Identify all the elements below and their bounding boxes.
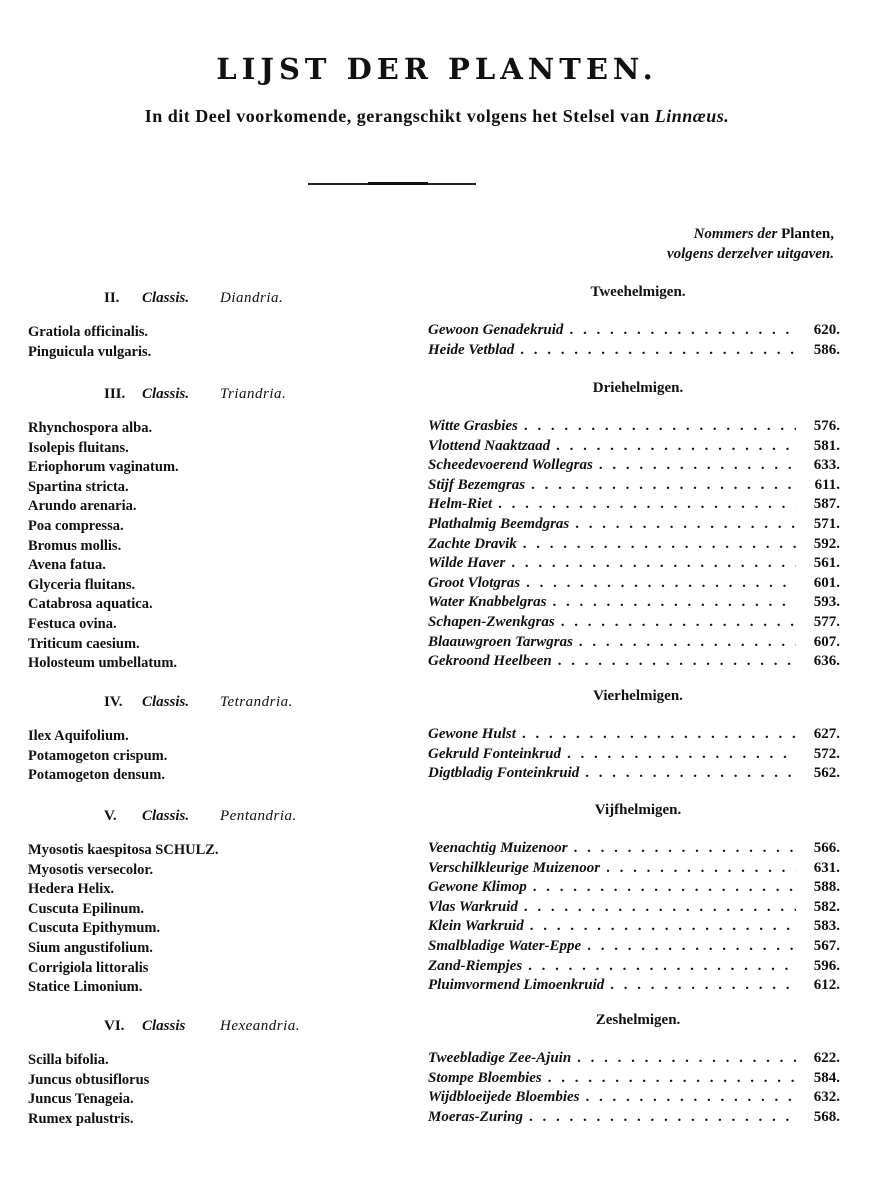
- column-header: [667, 224, 834, 264]
- group-heading: Zeshelmigen.: [595, 1012, 681, 1028]
- latin-plant-name: Potamogeton crispum.: [28, 747, 168, 764]
- plant-number: 562.: [813, 765, 840, 782]
- plant-number: 636.: [813, 653, 840, 670]
- class-heading: [104, 808, 297, 825]
- leader-dots: [606, 860, 796, 877]
- class-heading: [104, 694, 293, 711]
- class-name: Diandria.: [220, 290, 284, 306]
- dutch-entry: [428, 496, 840, 516]
- latin-plant-name: Juncus obtusiflorus: [28, 1071, 150, 1088]
- leader-dots: [558, 653, 796, 670]
- latin-plant-name: Hedera Helix.: [28, 881, 115, 898]
- plant-number: 620.: [813, 322, 840, 338]
- dutch-entry: [428, 1070, 840, 1090]
- plant-number: 582.: [813, 898, 840, 915]
- plant-number: 572.: [813, 745, 840, 762]
- dutch-entry: [428, 342, 840, 362]
- dutch-plant-name: Gewone Hulst: [428, 726, 516, 742]
- class-number: V.: [104, 808, 117, 824]
- column-header-line1-plain: Planten,: [781, 226, 834, 242]
- latin-plant-name: Bromus mollis.: [28, 537, 122, 554]
- plant-number: 567.: [813, 938, 840, 954]
- dutch-entry: [428, 918, 840, 938]
- dutch-entry: [428, 555, 840, 575]
- leader-dots: [574, 840, 796, 857]
- class-number: II.: [104, 290, 120, 306]
- latin-plant-name: Cuscuta Epithymum.: [28, 920, 161, 937]
- leader-dots: [577, 1050, 796, 1067]
- leader-dots: [531, 477, 796, 494]
- dutch-plant-name: Pluimvormend Limoenkruid: [428, 977, 605, 994]
- leader-dots: [552, 594, 796, 611]
- dutch-entry: [428, 457, 840, 477]
- latin-plant-name: Juncus Tenageia.: [28, 1091, 134, 1108]
- dutch-plant-name: Helm-Riet: [428, 496, 493, 513]
- dutch-entry: [428, 1050, 840, 1070]
- plant-number: 581.: [813, 437, 840, 454]
- dutch-plant-name: Witte Grasbies: [428, 418, 518, 434]
- latin-plant-name: Myosotis versecolor.: [28, 861, 154, 878]
- dutch-entry: [428, 536, 840, 556]
- latin-plant-name: Ilex Aquifolium.: [28, 728, 129, 744]
- dutch-entry: [428, 477, 840, 497]
- latin-plant-name: Myosotis kaespitosa SCHULZ.: [28, 842, 219, 858]
- leader-dots: [511, 555, 796, 572]
- dutch-plant-name: Verschilkleurige Muizenoor: [428, 859, 601, 876]
- page-title: LIJST DER PLANTEN.: [216, 52, 658, 86]
- plant-number: 571.: [813, 516, 840, 532]
- latin-plant-name: Isolepis fluitans.: [28, 439, 129, 456]
- leader-dots: [586, 1089, 796, 1106]
- class-word: Classis: [142, 1018, 186, 1034]
- latin-plant-name: Festuca ovina.: [28, 616, 117, 632]
- leader-dots: [530, 918, 796, 935]
- group-heading: Vijfhelmigen.: [594, 802, 682, 818]
- title-divider: [308, 183, 476, 185]
- plant-number: 601.: [813, 574, 840, 591]
- dutch-plant-name: Water Knabbelgras: [428, 594, 547, 611]
- column-header-line1-italic: Nommers der: [693, 226, 778, 242]
- dutch-entry: [428, 958, 840, 978]
- dutch-plant-name: Gewone Klimop: [428, 879, 527, 896]
- dutch-entry: [428, 418, 840, 438]
- class-heading: [104, 386, 286, 403]
- dutch-plant-name: Tweebladige Zee-Ajuin: [428, 1050, 572, 1066]
- class-name: Pentandria.: [220, 808, 297, 824]
- dutch-entry: [428, 765, 840, 785]
- dutch-plant-name: Klein Warkruid: [428, 918, 524, 935]
- plant-number: 592.: [813, 535, 840, 552]
- dutch-entry: [428, 438, 840, 458]
- dutch-plant-name: Veenachtig Muizenoor: [428, 840, 568, 856]
- dutch-entry: [428, 575, 840, 595]
- leader-dots: [575, 516, 796, 533]
- latin-plant-name: Rhynchospora alba.: [28, 420, 153, 436]
- plant-number: 583.: [813, 918, 840, 935]
- dutch-plant-name: Gekroond Heelbeen: [428, 653, 552, 670]
- latin-plant-name: Arundo arenaria.: [28, 498, 137, 515]
- latin-plant-name: Poa compressa.: [28, 518, 124, 534]
- dutch-plant-name: Zachte Dravik: [428, 535, 517, 552]
- class-name: Tetrandria.: [220, 694, 293, 710]
- plant-number: 587.: [813, 496, 840, 513]
- latin-plant-name: Sium angustifolium.: [28, 940, 153, 956]
- dutch-entry: [428, 653, 840, 673]
- plant-number: 633.: [813, 457, 840, 474]
- dutch-entry: [428, 614, 840, 634]
- plant-number: 577.: [813, 614, 840, 630]
- class-heading: [104, 290, 283, 307]
- dutch-plant-name: Moeras-Zuring: [428, 1108, 524, 1125]
- latin-plant-name: Corrigiola littoralis: [28, 959, 149, 976]
- leader-dots: [548, 1070, 796, 1087]
- leader-dots: [561, 614, 796, 631]
- plant-number: 596.: [813, 957, 840, 974]
- dutch-entry: [428, 977, 840, 997]
- class-name: Triandria.: [220, 386, 287, 402]
- latin-plant-name: Statice Limonium.: [28, 979, 143, 996]
- leader-dots: [529, 1109, 796, 1126]
- column-header-line2: volgens derzelver uitgaven.: [666, 246, 834, 262]
- dutch-plant-name: Smalbladige Water-Eppe: [428, 938, 582, 954]
- leader-dots: [599, 457, 796, 474]
- plant-number: 632.: [813, 1089, 840, 1106]
- dutch-plant-name: Gewoon Genadekruid: [428, 322, 564, 338]
- leader-dots: [556, 438, 796, 455]
- leader-dots: [569, 322, 796, 339]
- latin-plant-name: Rumex palustris.: [28, 1110, 134, 1127]
- plant-number: 586.: [813, 341, 840, 358]
- class-word: Classis.: [142, 694, 190, 710]
- class-word: Classis.: [142, 808, 190, 824]
- leader-dots: [587, 938, 796, 955]
- dutch-entry: [428, 938, 840, 958]
- plant-number: 576.: [813, 418, 840, 434]
- plant-number: 611.: [814, 476, 840, 493]
- dutch-plant-name: Wilde Haver: [428, 555, 506, 572]
- dutch-plant-name: Vlas Warkruid: [428, 898, 518, 915]
- dutch-plant-name: Stompe Bloembies: [428, 1069, 542, 1086]
- leader-dots: [567, 746, 796, 763]
- dutch-plant-name: Digtbladig Fonteinkruid: [428, 765, 580, 782]
- dutch-entry: [428, 840, 840, 860]
- dutch-entry: [428, 879, 840, 899]
- leader-dots: [610, 977, 796, 994]
- dutch-plant-name: Scheedevoerend Wollegras: [428, 457, 593, 474]
- plant-number: 568.: [813, 1108, 840, 1125]
- leader-dots: [498, 496, 796, 513]
- dutch-entry: [428, 594, 840, 614]
- subtitle-text: In dit Deel voorkomende, gerangschikt volgens het Stelsel van: [144, 106, 650, 126]
- latin-plant-name: Pinguicula vulgaris.: [28, 343, 152, 360]
- group-heading: Vierhelmigen.: [593, 688, 683, 704]
- leader-dots: [522, 726, 796, 743]
- latin-plant-name: Spartina stricta.: [28, 478, 129, 495]
- plant-number: 584.: [813, 1069, 840, 1086]
- latin-plant-name: Gratiola officinalis.: [28, 324, 149, 340]
- leader-dots: [520, 342, 796, 359]
- latin-plant-name: Potamogeton densum.: [28, 767, 165, 784]
- dutch-plant-name: Groot Vlotgras: [428, 574, 521, 591]
- class-number: IV.: [104, 694, 123, 710]
- leader-dots: [579, 634, 796, 651]
- class-word: Classis.: [142, 290, 190, 306]
- dutch-plant-name: Plathalmig Beemdgras: [428, 516, 570, 532]
- plant-number: 593.: [813, 594, 840, 611]
- plant-number: 631.: [813, 859, 840, 876]
- group-heading: Tweehelmigen.: [590, 284, 686, 300]
- latin-plant-name: Holosteum umbellatum.: [28, 655, 178, 672]
- dutch-entry: [428, 1109, 840, 1129]
- plant-number: 561.: [813, 555, 840, 572]
- dutch-entry: [428, 746, 840, 766]
- plant-number: 588.: [813, 879, 840, 896]
- subtitle-author: Linnæus.: [654, 106, 730, 126]
- dutch-plant-name: Stijf Bezemgras: [428, 476, 526, 493]
- dutch-plant-name: Blaauwgroen Tarwgras: [428, 633, 573, 650]
- dutch-plant-name: Zand-Riempjes: [428, 957, 523, 974]
- class-name: Hexeandria.: [220, 1018, 301, 1034]
- dutch-plant-name: Wijdbloeijede Bloembies: [428, 1089, 580, 1106]
- dutch-entry: [428, 899, 840, 919]
- group-heading: Driehelmigen.: [592, 380, 684, 396]
- leader-dots: [528, 958, 796, 975]
- latin-plant-name: Triticum caesium.: [28, 635, 140, 652]
- latin-plant-name: Catabrosa aquatica.: [28, 596, 153, 613]
- dutch-plant-name: Vlottend Naaktzaad: [428, 437, 551, 454]
- leader-dots: [524, 418, 796, 435]
- dutch-entry: [428, 634, 840, 654]
- dutch-entry: [428, 1089, 840, 1109]
- plant-number: 566.: [813, 840, 840, 856]
- plant-number: 607.: [813, 633, 840, 650]
- latin-plant-name: Cuscuta Epilinum.: [28, 900, 145, 917]
- plant-number: 622.: [813, 1050, 840, 1066]
- leader-dots: [524, 899, 796, 916]
- dutch-plant-name: Schapen-Zwenkgras: [428, 614, 555, 630]
- class-word: Classis.: [142, 386, 190, 402]
- dutch-entry: [428, 726, 840, 746]
- dutch-plant-name: Heide Vetblad: [428, 341, 515, 358]
- class-number: III.: [104, 386, 126, 402]
- leader-dots: [523, 536, 796, 553]
- leader-dots: [526, 575, 796, 592]
- dutch-entry: [428, 860, 840, 880]
- latin-plant-name: Avena fatua.: [28, 557, 106, 574]
- dutch-entry: [428, 322, 840, 342]
- latin-plant-name: Scilla bifolia.: [28, 1052, 109, 1068]
- latin-plant-name: Glyceria fluitans.: [28, 576, 136, 593]
- dutch-entry: [428, 516, 840, 536]
- plant-number: 612.: [813, 977, 840, 994]
- leader-dots: [533, 879, 796, 896]
- class-heading: [104, 1018, 300, 1035]
- leader-dots: [585, 765, 796, 782]
- dutch-plant-name: Gekruld Fonteinkrud: [428, 745, 561, 762]
- class-number: VI.: [104, 1018, 125, 1034]
- latin-plant-name: Eriophorum vaginatum.: [28, 459, 179, 476]
- plant-number: 627.: [813, 726, 840, 742]
- page-subtitle: [0, 106, 874, 127]
